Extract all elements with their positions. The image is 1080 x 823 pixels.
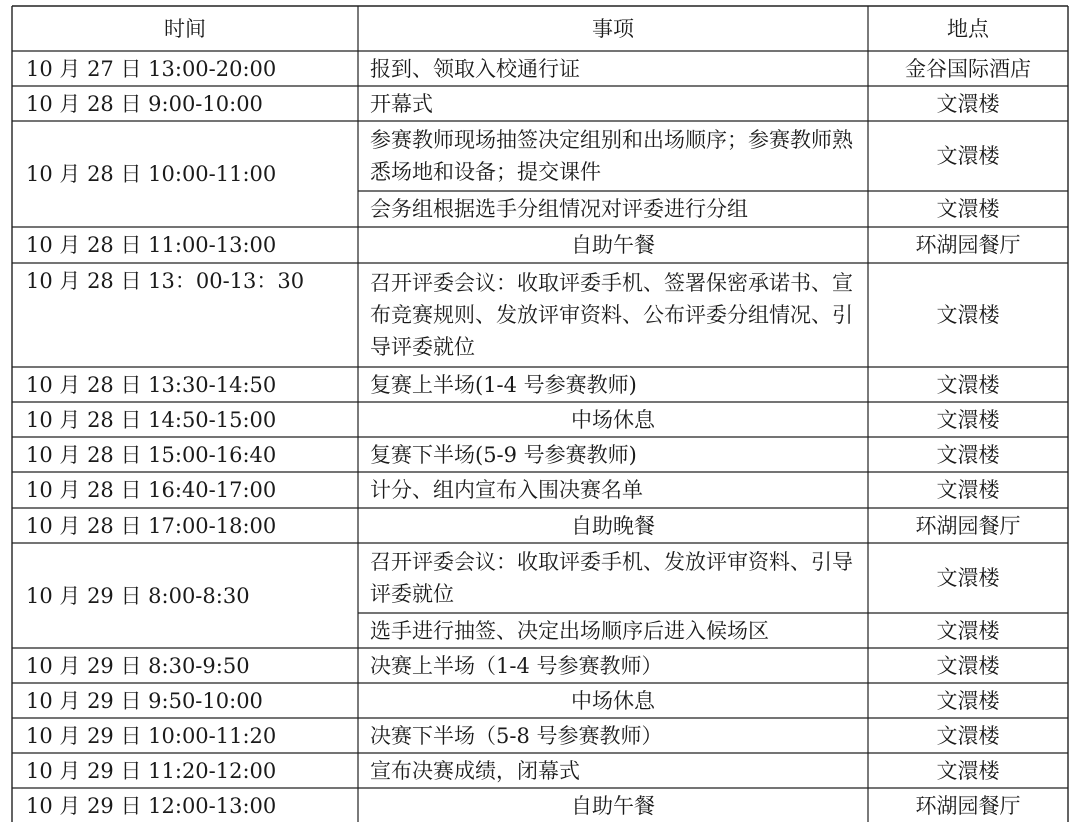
place-cell	[868, 648, 1068, 683]
header-place-text: 地点	[947, 16, 989, 41]
place-cell-text: 环湖园餐厅	[915, 513, 1021, 538]
time-cell	[12, 263, 358, 367]
place-cell	[868, 543, 1068, 613]
item-cell-text: 决赛上半场（1-4 号参赛教师）	[370, 653, 663, 678]
place-cell	[868, 753, 1068, 788]
header-time	[12, 6, 358, 51]
time-cell	[12, 472, 358, 508]
place-cell	[868, 508, 1068, 543]
place-cell	[868, 51, 1068, 86]
time-cell	[12, 437, 358, 472]
place-cell-text: 文澴楼	[936, 618, 1000, 643]
place-cell	[868, 788, 1068, 823]
item-cell	[358, 508, 868, 543]
place-cell	[868, 227, 1068, 263]
item-cell	[358, 86, 868, 121]
place-cell	[868, 613, 1068, 648]
time-cell-text: 10 月 29 日 8:30-9:50	[26, 653, 250, 678]
place-cell-text: 环湖园餐厅	[915, 793, 1021, 818]
header-item	[358, 6, 868, 51]
item-cell-text: 宣布决赛成绩，闭幕式	[370, 758, 580, 783]
place-cell-text: 文澴楼	[936, 372, 1000, 397]
item-cell-text: 中场休息	[571, 407, 655, 432]
time-cell-text: 10 月 28 日 11:00-13:00	[26, 233, 277, 257]
item-cell	[358, 121, 868, 191]
item-cell-text: 复赛上半场(1-4 号参赛教师)	[370, 372, 637, 397]
place-cell-text: 环湖园餐厅	[915, 233, 1021, 257]
item-cell-text: 自助晚餐	[571, 513, 655, 538]
time-cell	[12, 86, 358, 121]
item-cell-text: 计分、组内宣布入围决赛名单	[370, 478, 643, 502]
place-cell-text: 文澴楼	[936, 442, 1000, 467]
item-cell-text: 召开评委会议：收取评委手机、签署保密承诺书、宣布竞赛规则、发放评审资料、公布评委分组情况、引导评委就位	[370, 271, 853, 359]
item-cell	[358, 191, 868, 227]
time-cell-text: 10 月 28 日 13:30-14:50	[26, 372, 277, 397]
time-cell-text: 10 月 28 日 16:40-17:00	[26, 478, 277, 502]
time-cell	[12, 367, 358, 402]
place-cell-text: 文澴楼	[936, 91, 1000, 116]
item-cell-text: 报到、领取入校通行证	[370, 56, 580, 81]
place-cell-text: 文澴楼	[936, 566, 1000, 590]
item-cell	[358, 437, 868, 472]
place-cell	[868, 437, 1068, 472]
time-cell-text: 10 月 28 日 13：00-13：30	[26, 269, 305, 293]
item-cell	[358, 227, 868, 263]
place-cell	[868, 121, 1068, 191]
time-cell-text: 10 月 29 日 12:00-13:00	[26, 793, 277, 818]
time-cell-text: 10 月 28 日 9:00-10:00	[26, 91, 263, 116]
time-cell-text: 10 月 28 日 15:00-16:40	[26, 442, 277, 467]
item-cell-text: 开幕式	[370, 91, 433, 116]
place-cell-text: 文澴楼	[936, 758, 1000, 783]
place-cell-text: 金谷国际酒店	[905, 56, 1031, 81]
item-cell-text: 自助午餐	[571, 793, 655, 818]
item-cell	[358, 543, 868, 613]
item-cell	[358, 367, 868, 402]
place-cell-text: 文澴楼	[936, 197, 1000, 221]
place-cell	[868, 191, 1068, 227]
header-time-text: 时间	[164, 16, 206, 41]
item-cell-text: 选手进行抽签、决定出场顺序后进入候场区	[370, 618, 769, 643]
item-cell	[358, 402, 868, 437]
time-cell-text: 10 月 29 日 11:20-12:00	[26, 758, 277, 783]
time-cell	[12, 788, 358, 823]
time-cell	[12, 543, 358, 648]
place-cell-text: 文澴楼	[936, 723, 1000, 748]
place-cell-text: 文澴楼	[936, 144, 1000, 168]
item-cell	[358, 263, 868, 367]
place-cell	[868, 367, 1068, 402]
item-cell-text: 自助午餐	[571, 233, 655, 257]
time-cell	[12, 227, 358, 263]
place-cell-text: 文澴楼	[936, 688, 1000, 713]
place-cell	[868, 86, 1068, 121]
header-place	[868, 6, 1068, 51]
item-cell-text: 中场休息	[571, 688, 655, 713]
time-cell-text: 10 月 28 日 10:00-11:00	[26, 162, 277, 186]
item-cell-text: 复赛下半场(5-9 号参赛教师)	[370, 442, 637, 467]
time-cell	[12, 402, 358, 437]
place-cell-text: 文澴楼	[936, 653, 1000, 678]
item-cell	[358, 472, 868, 508]
item-cell	[358, 613, 868, 648]
time-cell	[12, 718, 358, 753]
time-cell-text: 10 月 29 日 10:00-11:20	[26, 723, 277, 748]
item-cell	[358, 683, 868, 718]
time-cell-text: 10 月 29 日 8:00-8:30	[26, 583, 250, 608]
time-cell	[12, 683, 358, 718]
place-cell-text: 文澴楼	[936, 407, 1000, 432]
item-cell	[358, 648, 868, 683]
time-cell	[12, 508, 358, 543]
place-cell	[868, 683, 1068, 718]
header-item-text: 事项	[592, 16, 634, 41]
item-cell-text: 决赛下半场（5-8 号参赛教师）	[370, 723, 663, 748]
item-cell-text: 会务组根据选手分组情况对评委进行分组	[370, 197, 748, 221]
place-cell	[868, 263, 1068, 367]
item-cell	[358, 718, 868, 753]
time-cell	[12, 753, 358, 788]
item-cell-text: 参赛教师现场抽签决定组别和出场顺序；参赛教师熟悉场地和设备；提交课件	[370, 128, 853, 184]
item-cell	[358, 51, 868, 86]
time-cell-text: 10 月 28 日 14:50-15:00	[26, 407, 277, 432]
time-cell-text: 10 月 28 日 17:00-18:00	[26, 513, 277, 538]
place-cell	[868, 718, 1068, 753]
place-cell-text: 文澴楼	[936, 478, 1000, 502]
time-cell-text: 10 月 29 日 9:50-10:00	[26, 688, 263, 713]
item-cell	[358, 753, 868, 788]
place-cell	[868, 402, 1068, 437]
time-cell-text: 10 月 27 日 13:00-20:00	[26, 56, 277, 81]
time-cell	[12, 121, 358, 227]
item-cell-text: 召开评委会议：收取评委手机、发放评审资料、引导评委就位	[370, 550, 853, 606]
item-cell	[358, 788, 868, 823]
time-cell	[12, 648, 358, 683]
place-cell	[868, 472, 1068, 508]
time-cell	[12, 51, 358, 86]
place-cell-text: 文澴楼	[936, 303, 1000, 327]
